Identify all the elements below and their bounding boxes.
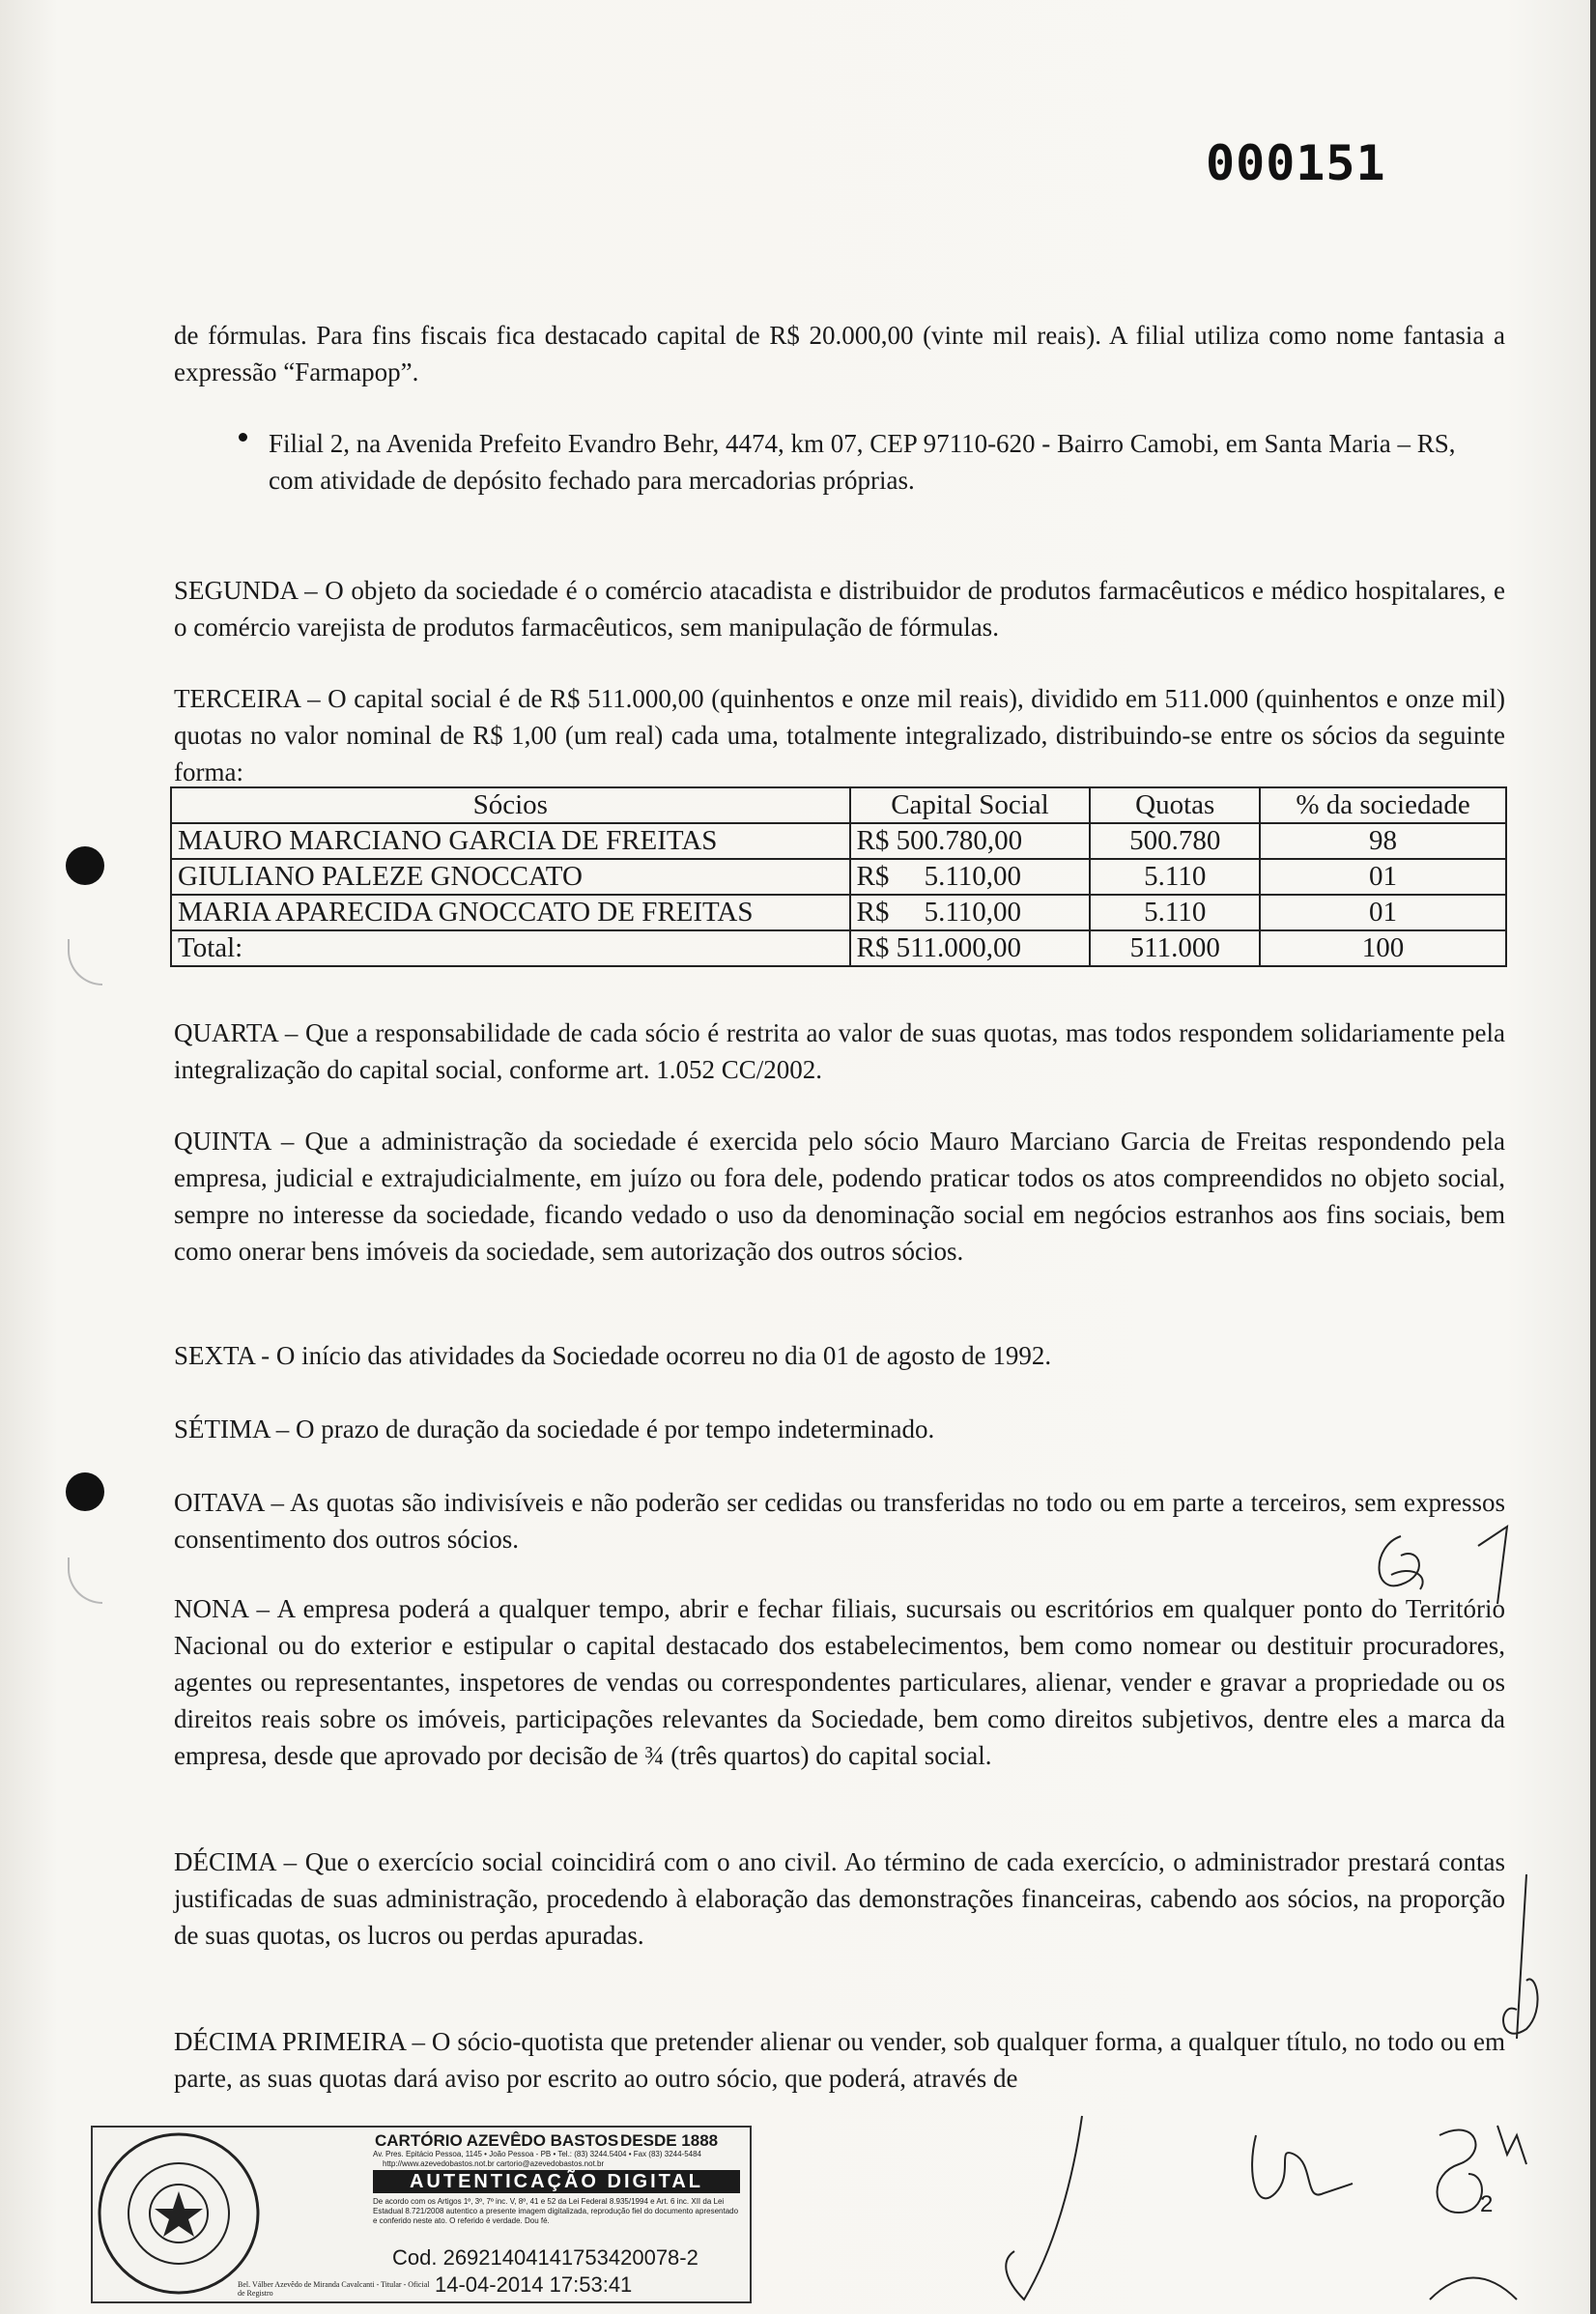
margin-signature (1488, 1865, 1565, 2058)
header-quotas: Quotas (1090, 787, 1260, 823)
cell-total-label: Total: (171, 930, 850, 966)
punch-hole-outline (68, 1557, 102, 1604)
table-header-row (171, 787, 1506, 823)
stamp-code: Cod. 26921404141753420078-2 (392, 2245, 698, 2270)
header-socios: Sócios (171, 787, 850, 823)
stamp-web: http://www.azevedobastos.not.br cartorio@azevedobastos.not.br (383, 2159, 605, 2168)
table-row (171, 859, 1506, 895)
cell-capital: R$ 5.110,00 (850, 859, 1091, 895)
stamp-address: Av. Pres. Epitácio Pessoa, 1145 • João Pessoa - PB • Tel.: (83) 3244.5404 • Fax (83) 3244-5484 (373, 2150, 702, 2158)
clause-decima: DÉCIMA – Que o exercício social coincidirá com o ano civil. Ao término de cada exercício, o administrador prestará contas justificadas de suas administração, procedendo à elaboração das demonstrações financeiras, cabendo aos sócios, na proporção de suas quotas, os lucros ou perdas apuradas. (174, 1847, 1505, 1950)
cell-total-quotas: 511.000 (1090, 930, 1260, 966)
table-row (171, 895, 1506, 930)
clause-sexta: SEXTA - O início das atividades da Sociedade ocorreu no dia 01 de agosto de 1992. (174, 1341, 1052, 1370)
stamp-datetime: 14-04-2014 17:53:41 (435, 2272, 633, 2297)
clause-segunda: SEGUNDA – O objeto da sociedade é o comércio atacadista e distribuidor de produtos farmacêuticos e médico hospitalares, e o comércio varejista de produtos farmacêuticos, sem manipulação de fórmulas. (174, 576, 1505, 642)
cell-quotas: 5.110 (1090, 895, 1260, 930)
shareholders-table (170, 786, 1507, 967)
stamp-title: CARTÓRIO AZEVÊDO BASTOS (375, 2131, 619, 2150)
signature-3 (1401, 2106, 1546, 2314)
header-percent: % da sociedade (1260, 787, 1506, 823)
page-number: 2 (1480, 2191, 1494, 2217)
cell-capital: R$ 5.110,00 (850, 895, 1091, 930)
cell-partner-name: MAURO MARCIANO GARCIA DE FREITAS (171, 823, 850, 859)
cell-quotas: 500.780 (1090, 823, 1260, 859)
punch-hole (66, 846, 104, 885)
signature-2 (1237, 2116, 1382, 2222)
cell-partner-name: GIULIANO PALEZE GNOCCATO (171, 859, 850, 895)
paragraph-intro: de fórmulas. Para fins fiscais fica destacado capital de R$ 20.000,00 (vinte mil reais). A filial utiliza como nome fantasia a expressão “Farmapop”. (174, 321, 1505, 386)
clause-oitava: OITAVA – As quotas são indivisíveis e não poderão ser cedidas ou transferidas no todo ou em parte a terceiros, sem expressos consentimento dos outros sócios. (174, 1488, 1505, 1554)
stamp-since: DESDE 1888 (620, 2131, 719, 2150)
clause-nona: NONA – A empresa poderá a qualquer tempo, abrir e fechar filiais, sucursais ou escritórios em qualquer ponto do Território Nacional ou do exterior e estipular o capital destacado dos estabelecimentos, bem como nomear ou destituir procuradores, agentes ou representantes, inspetores de vendas ou correspondentes particulares, alienar, vender e gravar a propriedade ou os direitos reais sobre os imóveis, participações relevantes da Sociedade, bem como direitos subjetivos, dentre eles a marca da empresa, desde que aprovado por decisão de ¾ (três quartos) do capital social. (174, 1594, 1505, 1770)
cell-partner-name: MARIA APARECIDA GNOCCATO DE FREITAS (171, 895, 850, 930)
bullet-icon (239, 433, 247, 442)
punch-hole (66, 1472, 104, 1511)
stamp-banner: AUTENTICAÇÃO DIGITAL (373, 2170, 740, 2193)
signature-1 (985, 2106, 1101, 2309)
header-capital-social: Capital Social (850, 787, 1091, 823)
clause-terceira: TERCEIRA – O capital social é de R$ 511.000,00 (quinhentos e onze mil reais), dividido em 511.000 (quinhentos e onze mil) quotas no valor nominal de R$ 1,00 (um real) cada uma, totalmente integralizado, distribuindo-se entre os sócios da seguinte forma: (174, 684, 1505, 786)
clause-quarta: QUARTA – Que a responsabilidade de cada sócio é restrita ao valor de suas quotas, mas todos respondem solidariamente pela integralização do capital social, conforme art. 1.052 CC/2002. (174, 1018, 1505, 1084)
cell-percent: 01 (1260, 895, 1506, 930)
notary-seal-icon (97, 2131, 261, 2296)
notary-stamp (91, 2126, 752, 2303)
document-number: 000151 (1206, 135, 1386, 191)
clause-quinta: QUINTA – Que a administração da sociedade é exercida pelo sócio Mauro Marciano Garcia de Freitas respondendo pela empresa, judicial e extrajudicialmente, em juízo ou fora dele, podendo praticar todos os atos compreendidos no objeto social, sempre no interesse da sociedade, ficando vedado o uso da denominação social em negócios estranhos aos fins sociais, bem como onerar bens imóveis da sociedade, sem autorização dos outros sócios. (174, 1127, 1505, 1266)
punch-hole-outline (68, 939, 102, 986)
cell-total-percent: 100 (1260, 930, 1506, 966)
cell-quotas: 5.110 (1090, 859, 1260, 895)
paragraph-filial-2: Filial 2, na Avenida Prefeito Evandro Behr, 4474, km 07, CEP 97110-620 - Bairro Camobi, em Santa Maria – RS, com atividade de depósito fechado para mercadorias próprias. (269, 429, 1456, 495)
page-edge (1590, 0, 1596, 2314)
initials-signature (1362, 1507, 1546, 1614)
clause-decima-primeira: DÉCIMA PRIMEIRA – O sócio-quotista que pretender alienar ou vender, sob qualquer forma, a qualquer título, no todo ou em parte, as suas quotas dará aviso por escrito ao outro sócio, que poderá, através de (174, 2027, 1505, 2093)
table-total-row (171, 930, 1506, 966)
stamp-officer: Bel. Válber Azevêdo de Miranda Cavalcanti - Titular - Oficial de Registro (238, 2280, 430, 2298)
cell-percent: 01 (1260, 859, 1506, 895)
table-row (171, 823, 1506, 859)
cell-capital: R$ 500.780,00 (850, 823, 1091, 859)
cell-total-capital: R$ 511.000,00 (850, 930, 1091, 966)
cell-percent: 98 (1260, 823, 1506, 859)
stamp-legal-text: De acordo com os Artigos 1º, 3º, 7º inc. V, 8º, 41 e 52 da Lei Federal 8.935/1994 e Art. 6 inc. XII da Lei Estadual 8.721/2008 autentico a presente imagem digitalizada, reprodução fiel do documento apresentado e conferido neste ato. O referido é verdade. Dou fé. (373, 2197, 739, 2225)
clause-setima: SÉTIMA – O prazo de duração da sociedade é por tempo indeterminado. (174, 1414, 935, 1443)
